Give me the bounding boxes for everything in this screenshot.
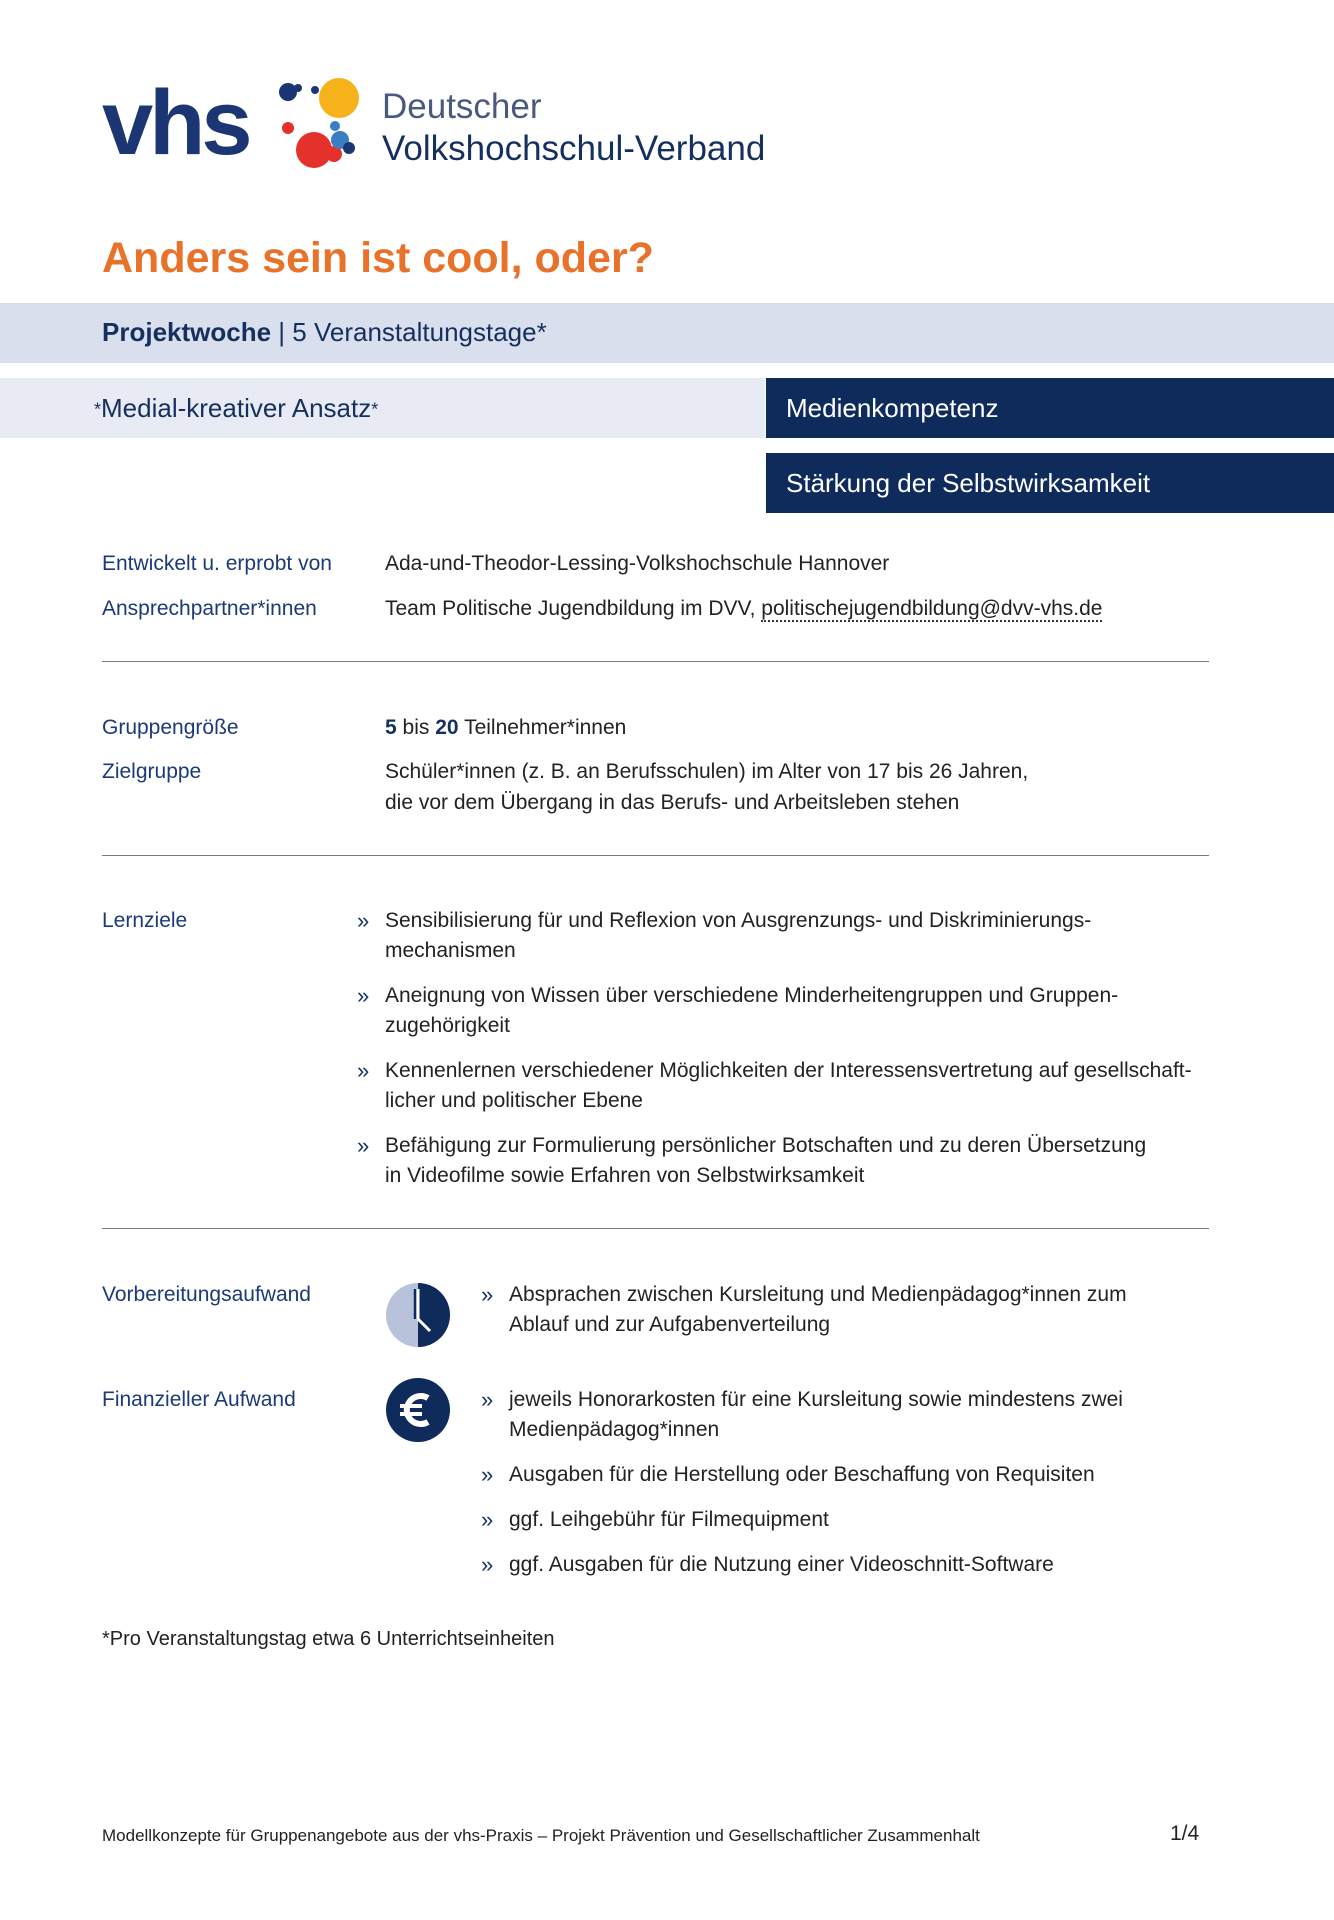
bullet-icon: » [357,1058,370,1083]
list-item: » jeweils Honorarkosten für eine Kursleitung sowie mindestens zwei Medienpädagog*innen [481,1387,1123,1441]
preparation-list [481,1280,1221,1355]
format-separator: | [278,317,286,347]
divider [102,661,1209,662]
group-size-max: 20 [435,716,459,739]
bullet-icon: » [481,1387,494,1412]
bullet-icon: » [481,1282,494,1307]
bullet-icon: » [481,1462,494,1487]
org-name-line1: Deutscher [382,87,542,126]
target-group-value [385,756,1028,818]
financial-list [481,1385,1221,1595]
list-item: » Aneignung von Wissen über verschiedene Minderheitengruppen und Gruppen- zugehörigkeit [357,983,1119,1037]
target-group-label: Zielgruppe [102,760,202,783]
page-number: 1/4 [1170,1822,1200,1845]
list-item: » Kennenlernen verschiedener Möglichkeiten der Interessensvertretung auf gesellschaft- licher und politischer Ebene [357,1058,1192,1112]
document-title: Anders sein ist cool, oder? [102,234,654,282]
vhs-logo-graphic [102,74,362,174]
target-group-line2: die vor dem Übergang in das Berufs- und Arbeitsleben stehen [385,791,960,814]
group-size-bis: bis [402,716,430,739]
approach-star-right: * [371,399,379,420]
list-item: » Befähigung zur Formulierung persönlicher Botschaften und zu deren Übersetzung in Videofilme sowie Erfahren von Selbstwirksamkeit [357,1133,1147,1187]
tag-selbstwirksamkeit: Stärkung der Selbstwirksamkeit [766,453,1334,513]
organization-name [382,86,765,170]
approach-band [0,378,765,438]
contact-team: Team Politische Jugendbildung im DVV, [385,597,756,620]
tag-medienkompetenz: Medienkompetenz [766,378,1334,438]
bullet-icon: » [481,1507,494,1532]
target-group-line1: Schüler*innen (z. B. an Berufsschulen) im Alter von 17 bis 26 Jahren, [385,760,1029,783]
list-item: » ggf. Leihgebühr für Filmequipment [481,1505,1221,1535]
format-detail: 5 Veranstaltungstage* [292,317,547,347]
bullet-icon: » [357,908,370,933]
group-size-value [385,712,626,743]
preparation-label: Vorbereitungsaufwand [102,1283,311,1306]
euro-icon [386,1378,450,1442]
learning-goals-list [357,906,1217,1206]
bullet-icon: » [357,983,370,1008]
learning-goals-label: Lernziele [102,909,188,932]
org-name-line2: Volkshochschul-Verband [382,129,766,168]
list-item: » ggf. Ausgaben für die Nutzung einer Videoschnitt-Software [481,1550,1221,1580]
list-item: » Sensibilisierung für und Reflexion von Ausgrenzungs- und Diskriminierungs- mechanismen [357,908,1092,962]
list-item: » Ausgaben für die Herstellung oder Beschaffung von Requisiten [481,1460,1221,1490]
bullet-icon: » [357,1133,370,1158]
developed-value: Ada-und-Theodor-Lessing-Volkshochschule Hannover [385,552,890,575]
contact-label: Ansprechpartner*innen [102,597,317,620]
bullet-icon: » [481,1552,494,1577]
vhs-logo [102,74,362,174]
divider [102,855,1209,856]
developed-label: Entwickelt u. erprobt von [102,552,332,575]
list-item: » Absprachen zwischen Kursleitung und Medienpädagog*innen zum Ablauf und zur Aufgabenverteilung [481,1282,1127,1336]
group-size-unit: Teilnehmer*innen [464,716,627,739]
logo-text: vhs [102,74,249,174]
financial-label: Finanzieller Aufwand [102,1388,296,1411]
approach-star-left: * [94,399,102,420]
group-size-label: Gruppengröße [102,716,239,739]
clock-icon [386,1283,450,1347]
contact-value [385,593,1102,624]
contact-email-link[interactable]: politischejugendbildung@dvv-vhs.de [761,597,1103,620]
format-label: Projektwoche [102,317,272,347]
format-band [0,303,1334,363]
group-size-min: 5 [385,716,397,739]
footnote: *Pro Veranstaltungstag etwa 6 Unterrichtseinheiten [102,1628,555,1650]
approach-label: Medial-kreativer Ansatz [101,393,372,423]
divider [102,1228,1209,1229]
footer-text: Modellkonzepte für Gruppenangebote aus der vhs-Praxis – Projekt Prävention und Gesellschaftlicher Zusammenhalt [102,1826,980,1845]
